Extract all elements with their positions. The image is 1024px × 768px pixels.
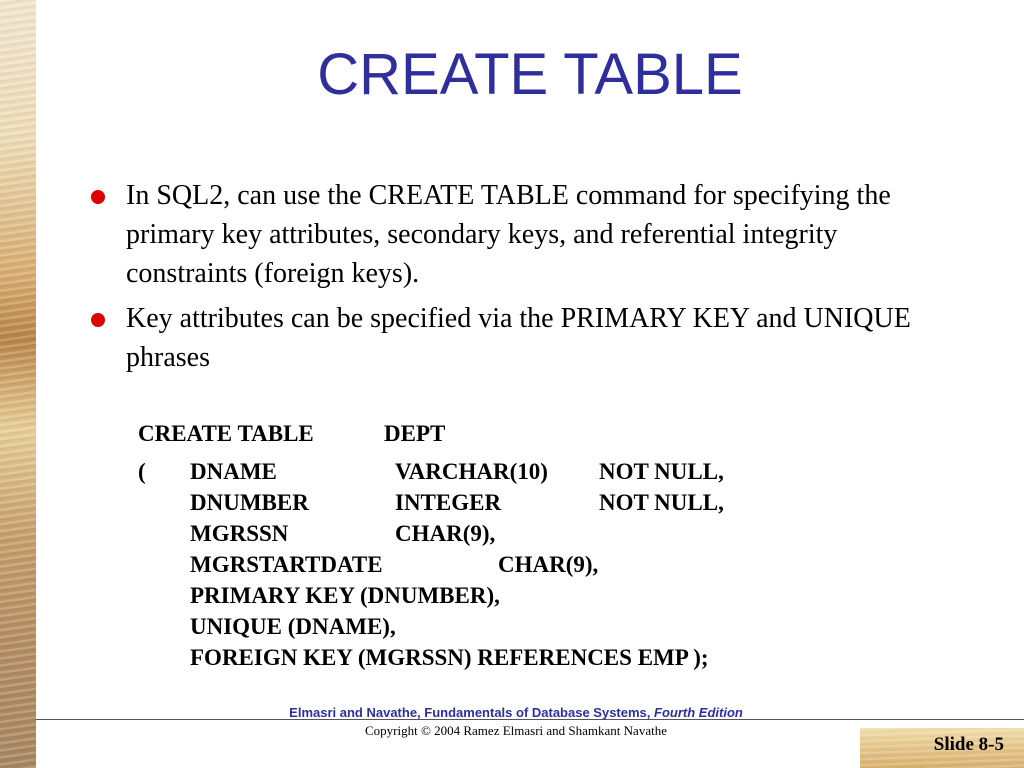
code-constraint: NOT NULL, [599, 490, 724, 515]
code-column-type: CHAR(9), [498, 552, 599, 577]
slide-title: CREATE TABLE [317, 42, 743, 107]
code-foreign-key: FOREIGN KEY (MGRSSN) REFERENCES EMP ); [190, 645, 709, 670]
code-column-type: INTEGER [395, 490, 502, 515]
footer-edition: Fourth Edition [654, 705, 743, 720]
footer-book-title: Elmasri and Navathe, Fundamentals of Database Systems, [289, 705, 651, 720]
bullet-item [88, 299, 928, 377]
code-column-type: VARCHAR(10) [395, 459, 548, 484]
bullet-dot-icon [91, 313, 105, 327]
code-constraint: NOT NULL, [599, 459, 724, 484]
slide-number-box [860, 728, 1024, 768]
slide-number: Slide 8-5 [933, 734, 1004, 755]
code-column-name: DNUMBER [190, 490, 309, 515]
code-unique: UNIQUE (DNAME), [190, 614, 396, 639]
bullet-text: In SQL2, can use the CREATE TABLE command for specifying the primary key attributes, secondary keys, and referential integrity constraints (foreign keys). [126, 180, 891, 289]
code-column-type: CHAR(9), [395, 521, 496, 546]
code-column-name: DNAME [190, 459, 277, 484]
code-column-name: MGRSSN [190, 521, 289, 546]
bullet-dot-icon [91, 190, 105, 204]
code-open-paren: ( [138, 459, 146, 484]
code-table-name: DEPT [384, 421, 446, 446]
code-primary-key: PRIMARY KEY (DNUMBER), [190, 583, 500, 608]
footer-book-credit [36, 705, 996, 720]
bullet-item [88, 176, 928, 293]
code-column-name: MGRSTARTDATE [190, 552, 383, 577]
bullet-text: Key attributes can be specified via the PRIMARY KEY and UNIQUE phrases [126, 303, 911, 373]
footer-copyright: Copyright © 2004 Ramez Elmasri and Shamkant Navathe [365, 723, 667, 738]
decorative-sand-strip [0, 0, 36, 768]
code-keyword: CREATE TABLE [138, 421, 314, 446]
bullet-list [88, 176, 928, 383]
